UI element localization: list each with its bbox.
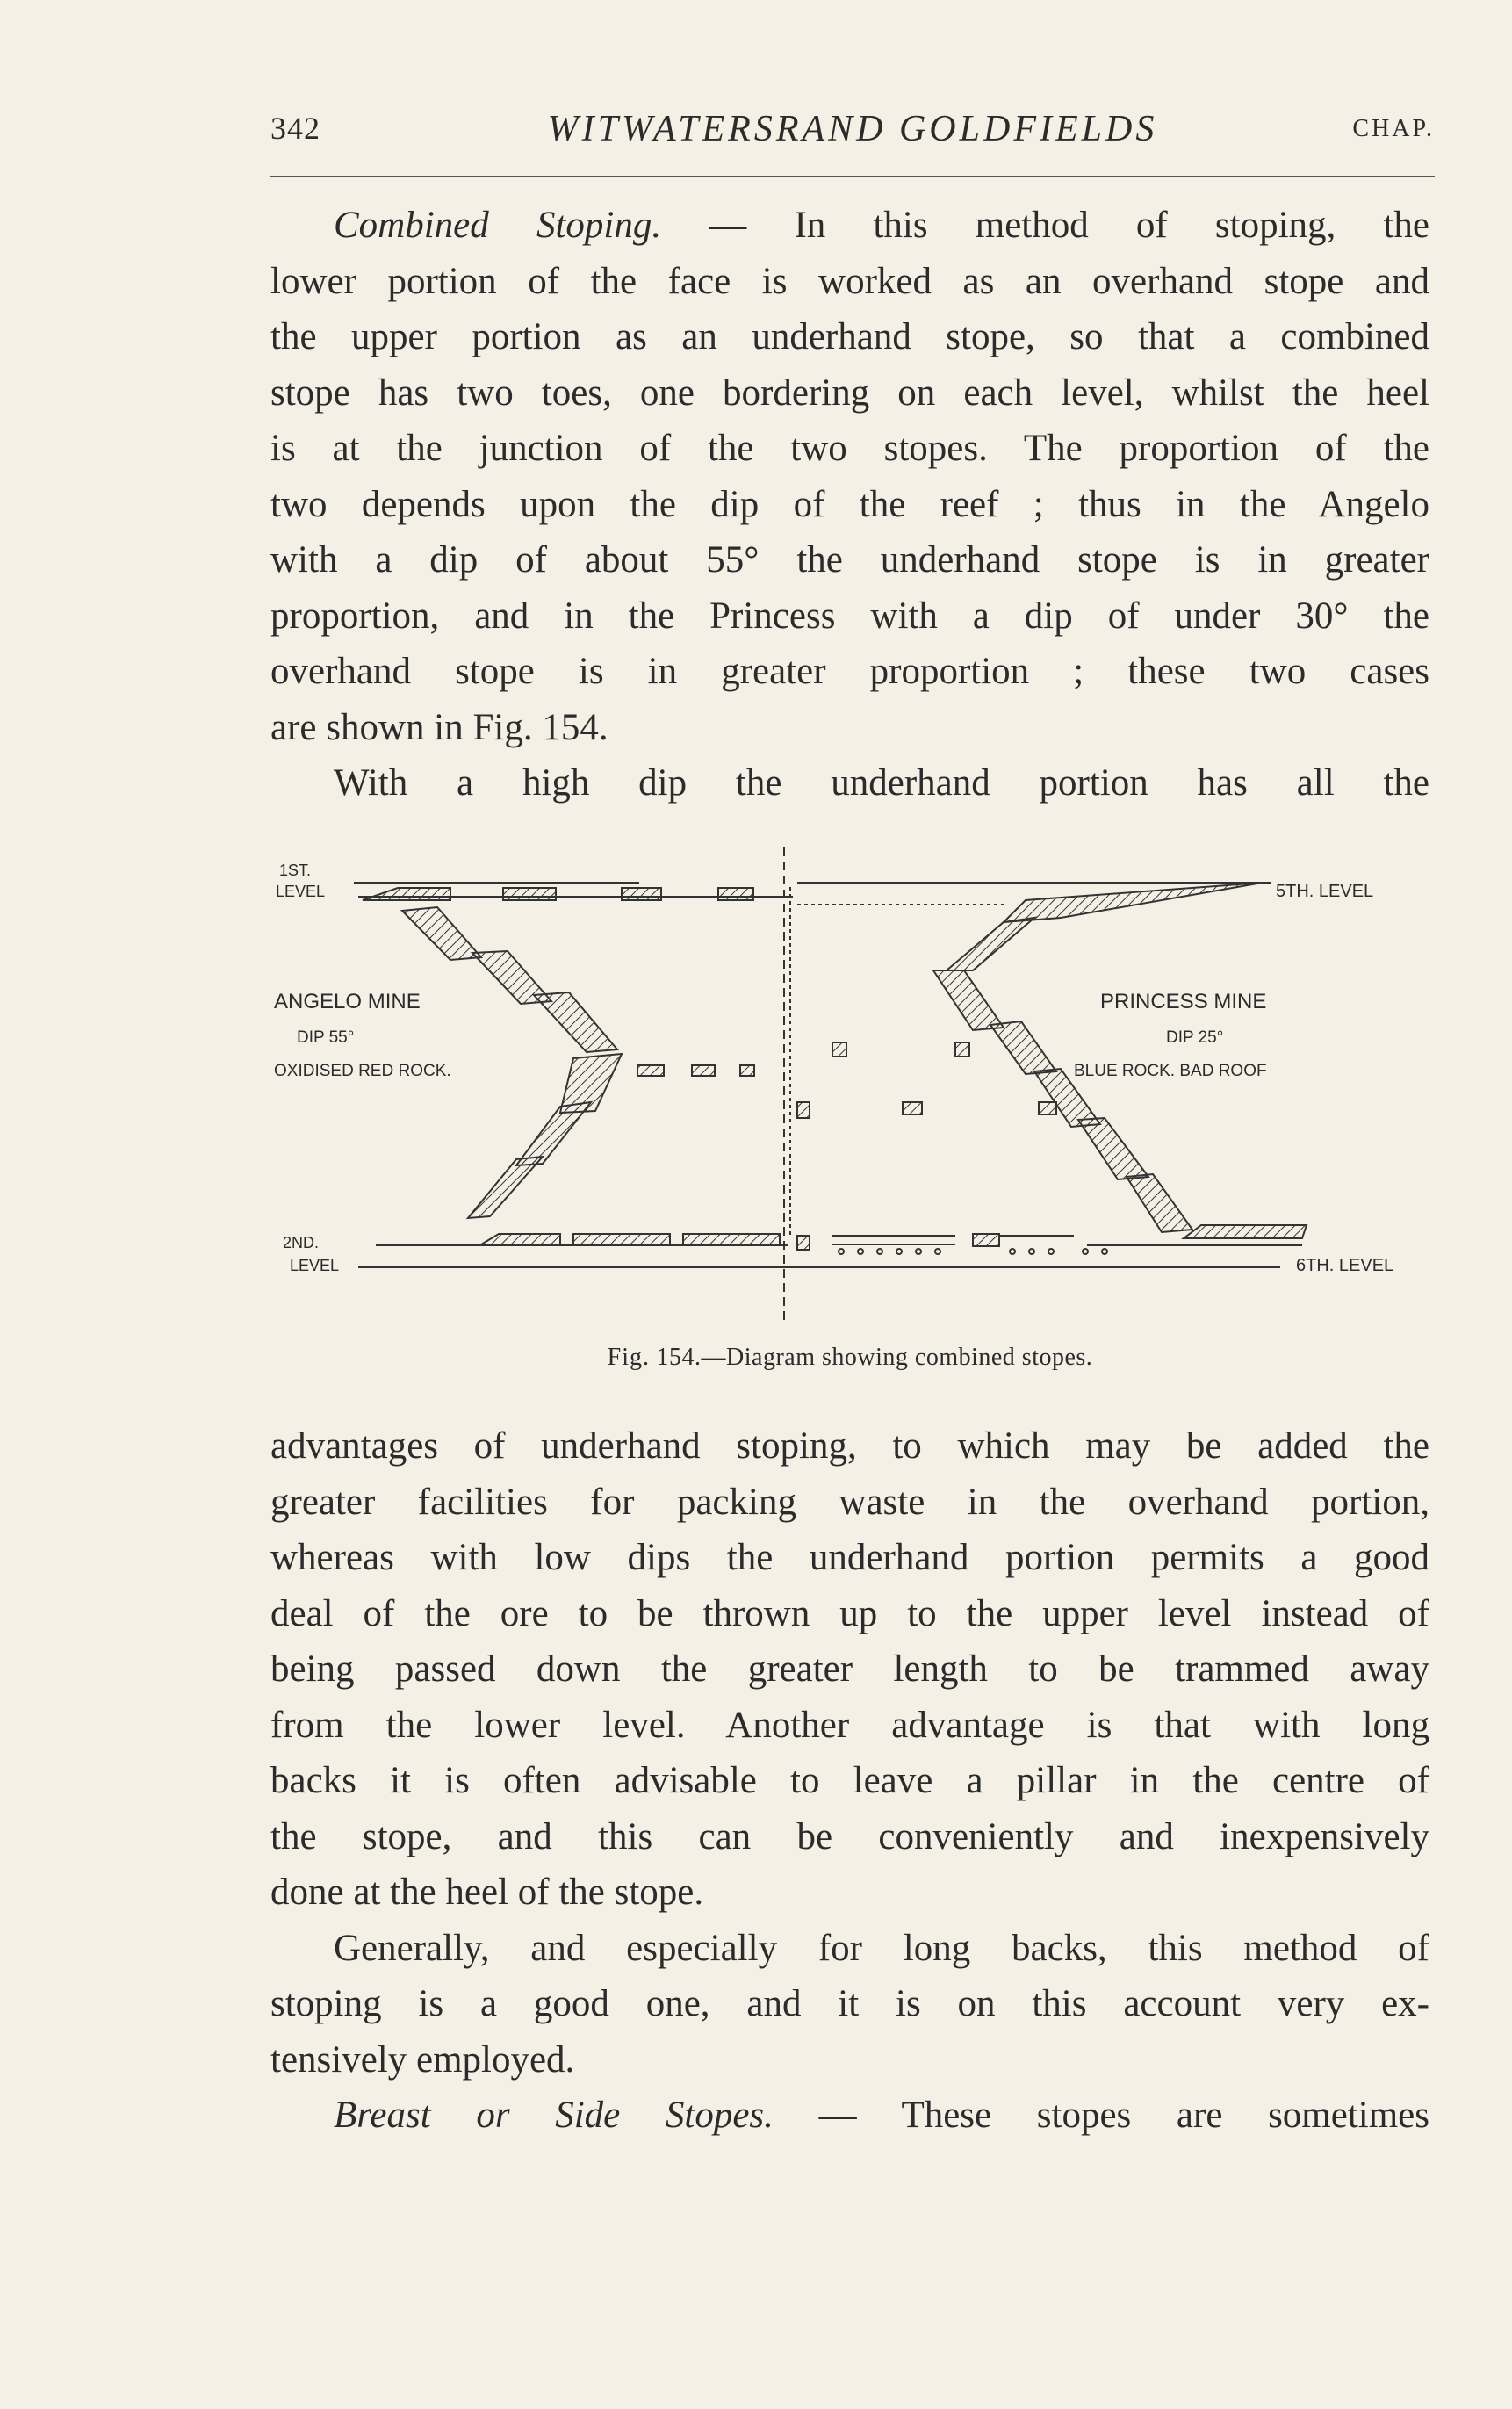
text-line: stope has two toes, one bordering on each level, whilst the heel: [270, 371, 1429, 414]
text-line: proportion, and in the Princess with a dip of under 30° the: [270, 595, 1429, 637]
angelo-upper-blocks: [363, 888, 753, 900]
figure-caption: [270, 1344, 1429, 1372]
text-line: Generally, and especially for long backs, this method of: [334, 1927, 1429, 1969]
text-line: With a high dip the underhand portion has all the: [334, 762, 1429, 804]
text-line: Combined Stoping. — In this method of stoping, the: [334, 205, 1429, 246]
angelo-lower-blocks: [481, 1234, 780, 1244]
label-princess-mine: PRINCESS MINE: [1100, 990, 1267, 1013]
section-heading: Combined Stoping.: [334, 205, 662, 246]
angelo-middle-blocks: [637, 1065, 754, 1076]
figure-label: Fig.: [607, 1344, 651, 1371]
text-line: tensively employed.: [270, 2038, 575, 2081]
page-number: 342: [270, 111, 320, 146]
figure-caption-text: 154.—Diagram showing combined stopes.: [656, 1344, 1093, 1371]
text-line: with a dip of about 55° the underhand stope is in greater: [270, 539, 1429, 581]
text-line: deal of the ore to be thrown up to the upper level instead of: [270, 1592, 1429, 1634]
text-line: is at the junction of the two stopes. The proportion of the: [270, 428, 1429, 469]
text-line: overhand stope is in greater proportion ; these two cases: [270, 651, 1429, 692]
text-line: the upper portion as an underhand stope, so that a combined: [270, 316, 1429, 357]
paragraph-combined-stoping: [270, 198, 1429, 811]
header-rule: [270, 176, 1435, 177]
label-angelo-rock: OXIDISED RED ROCK.: [274, 1062, 451, 1080]
text-line: greater facilities for packing waste in the overhand portion,: [270, 1481, 1429, 1523]
text-line: the stope, and this can be conveniently and inexpensively: [270, 1815, 1429, 1857]
text-line: Breast or Side Stopes. — These stopes are sometimes: [334, 2095, 1429, 2136]
label-angelo-mine: ANGELO MINE: [274, 990, 421, 1013]
page-header: [270, 110, 1435, 162]
figure-combined-stopes-diagram: [270, 839, 1429, 1331]
label-level-2b: LEVEL: [290, 1257, 340, 1274]
label-level-2: 2ND.: [283, 1234, 320, 1251]
label-princess-rock: BLUE ROCK. BAD ROOF: [1074, 1062, 1267, 1080]
paragraph-advantages: [270, 1418, 1429, 2144]
text-line: two depends upon the dip of the reef ; thus in the Angelo: [270, 483, 1429, 525]
text-line: stoping is a good one, and it is on this account very ex-: [270, 1983, 1429, 2024]
text-line: advantages of underhand stoping, to which may be added the: [270, 1425, 1429, 1467]
text-line: being passed down the greater length to be trammed away: [270, 1648, 1429, 1690]
princess-upper-band: [1004, 883, 1263, 922]
text-line: whereas with low dips the underhand portion permits a good: [270, 1537, 1429, 1578]
label-level-6: 6TH. LEVEL: [1296, 1256, 1394, 1275]
text-line: lower portion of the face is worked as an overhand stope and: [270, 260, 1429, 302]
label-princess-dip: DIP 25°: [1166, 1028, 1224, 1047]
running-title: WITWATERSRAND GOLDFIELDS: [547, 109, 1158, 149]
princess-lower-track: [832, 1234, 1107, 1254]
text-line: are shown in Fig. 154.: [270, 706, 608, 748]
princess-middle-blocks: [797, 1042, 1056, 1250]
label-level-1: 1ST.: [279, 862, 312, 879]
label-level-5: 5TH. LEVEL: [1276, 882, 1374, 901]
text-line: from the lower level. Another advantage is that with long: [270, 1704, 1429, 1746]
text-line: backs it is often advisable to leave a pillar in the centre of: [270, 1760, 1429, 1801]
label-level-1b: LEVEL: [276, 883, 326, 900]
label-angelo-dip: DIP 55°: [297, 1028, 355, 1047]
text-line: done at the heel of the stope.: [270, 1872, 704, 1913]
section-heading: Breast or Side Stopes.: [334, 2095, 774, 2136]
chapter-label: CHAP.: [1352, 115, 1435, 142]
